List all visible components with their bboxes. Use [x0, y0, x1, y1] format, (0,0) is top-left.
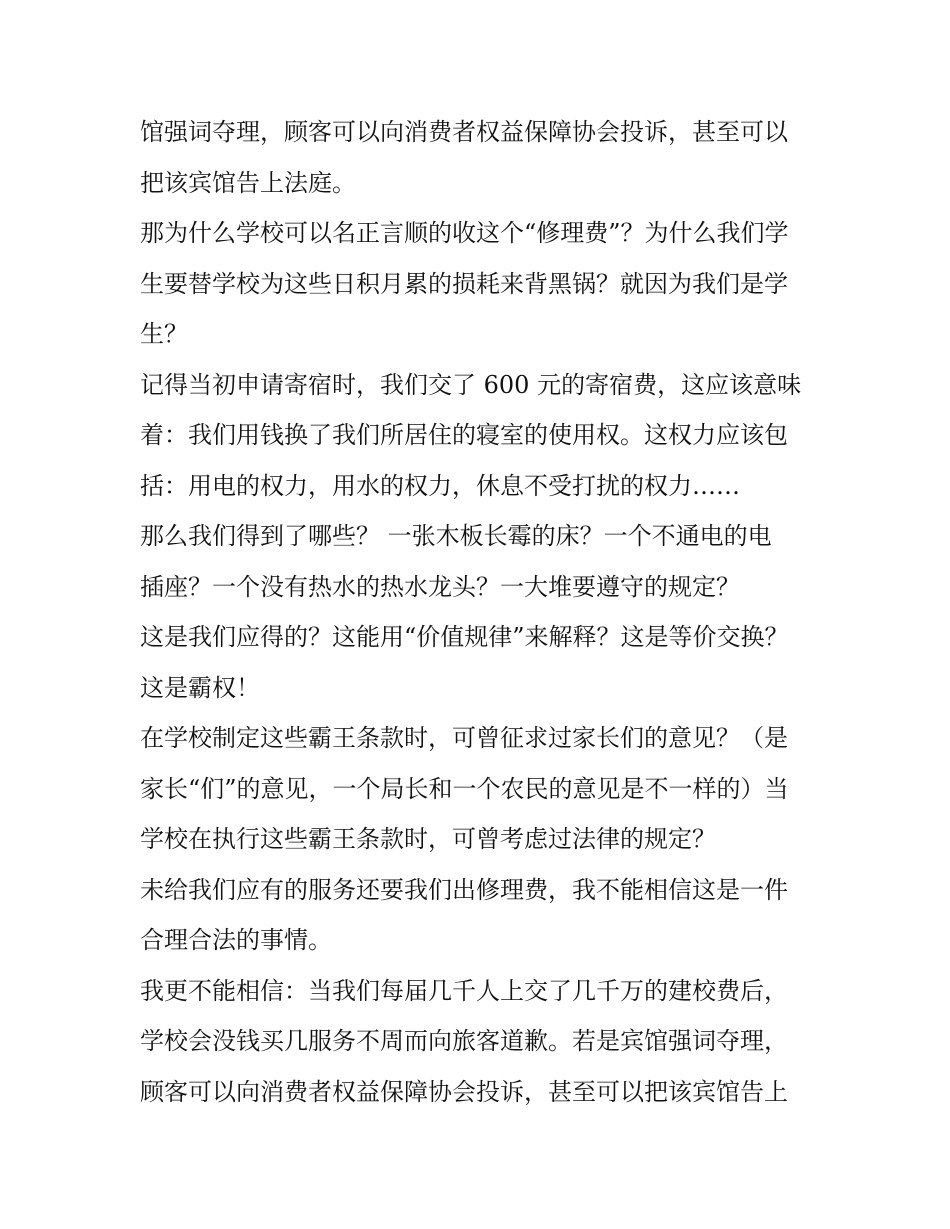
text-line: 把该宾馆告上法庭。 — [140, 168, 356, 197]
text-line: 那为什么学校可以名正言顺的收这个“修理费”？为什么我们学 — [140, 219, 789, 247]
text-line: 记得当初申请寄宿时，我们交了 600 元的寄宿费，这应该意味 — [140, 370, 802, 399]
text-line: 在学校制定这些霸王条款时，可曾征求过家长们的意见？（是 — [140, 724, 788, 752]
text-line: 着：我们用钱换了我们所居住的寝室的使用权。这权力应该包 — [140, 421, 788, 449]
text-line: 家长“们”的意见，一个局长和一个农民的意见是不一样的）当 — [140, 774, 789, 803]
text-line: 馆强词夺理，顾客可以向消费者权益保障协会投诉，甚至可以 — [140, 118, 788, 146]
text-line: 括：用电的权力，用水的权力，休息不受打扰的权力…… — [140, 471, 740, 500]
text-line: 这是我们应得的？这能用“价值规律”来解释？这是等价交换？ — [140, 623, 789, 651]
text-line: 未给我们应有的服务还要我们出修理费，我不能相信这是一件 — [140, 875, 788, 904]
document-body — [140, 107, 820, 1117]
text-line: 生？ — [140, 320, 188, 348]
text-line: 顾客可以向消费者权益保障协会投诉，甚至可以把该宾馆告上 — [140, 1077, 788, 1106]
text-line: 学校会没钱买几服务不周而向旅客道歉。若是宾馆强词夺理， — [140, 1027, 788, 1055]
text-line: 合理合法的事情。 — [140, 926, 332, 954]
text-line: 那么我们得到了哪些？ 一张木板长霉的床？一个不通电的电 — [140, 522, 772, 550]
text-line: 这是霸权！ — [140, 673, 260, 702]
text-line: 我更不能相信：当我们每届几千人上交了几千万的建校费后， — [140, 976, 788, 1005]
text-line: 插座？一个没有热水的热水龙头？一大堆要遵守的规定？ — [140, 572, 740, 601]
text-line: 生要替学校为这些日积月累的损耗来背黑锅？就因为我们是学 — [140, 269, 788, 298]
text-line: 学校在执行这些霸王条款时，可曾考虑过法律的规定？ — [140, 825, 716, 853]
